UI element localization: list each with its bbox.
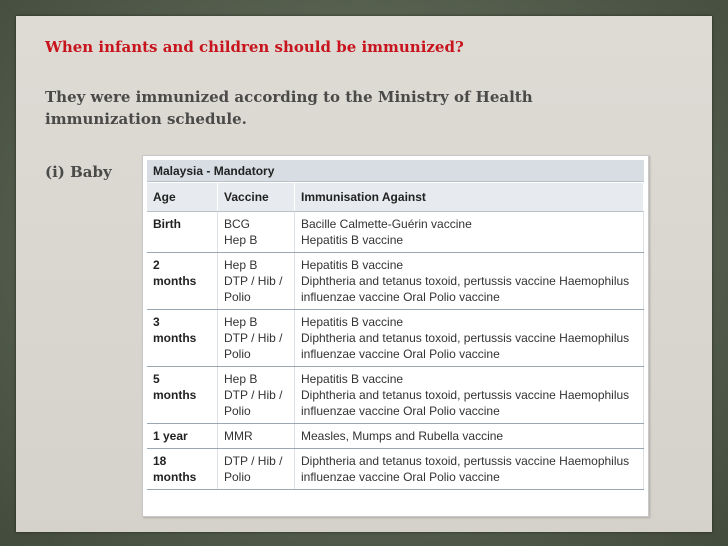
cell-immunisation (295, 449, 644, 490)
immunisation-line: influenzae vaccine Oral Polio vaccine (301, 290, 500, 304)
table-row (147, 424, 644, 449)
age-text: 3 months (153, 315, 197, 345)
immunisation-line: Hepatitis B vaccine (301, 372, 404, 386)
slide-title: When infants and children should be immunized? (45, 38, 464, 56)
immunisation-line: influenzae vaccine Oral Polio vaccine (301, 404, 500, 418)
schedule-table (147, 183, 644, 490)
cell-immunisation (295, 367, 644, 424)
table-caption: Malaysia - Mandatory (147, 160, 644, 182)
schedule-table-image (142, 155, 649, 517)
immunisation-line: Diphtheria and tetanus toxoid, pertussis vaccine Haemophilus (301, 388, 630, 402)
header-vaccine: Vaccine (218, 183, 295, 212)
age-text: Birth (153, 217, 181, 231)
vaccine-line: BCG (224, 217, 251, 231)
vaccine-line: Hep B (224, 258, 258, 272)
cell-age (147, 212, 218, 253)
cell-age (147, 253, 218, 310)
cell-age (147, 367, 218, 424)
table-row (147, 449, 644, 490)
immunisation-line: Diphtheria and tetanus toxoid, pertussis vaccine Haemophilus (301, 454, 630, 468)
immunisation-line: Bacille Calmette-Guérin vaccine (301, 217, 472, 231)
cell-vaccine (218, 449, 295, 490)
age-text: 5 months (153, 372, 197, 402)
cell-age (147, 449, 218, 490)
age-text: 18 months (153, 454, 197, 484)
cell-immunisation (295, 253, 644, 310)
cell-vaccine (218, 253, 295, 310)
vaccine-line: Polio (224, 404, 251, 418)
cell-immunisation (295, 310, 644, 367)
cell-vaccine (218, 367, 295, 424)
vaccine-line: Hep B (224, 372, 258, 386)
immunisation-line: influenzae vaccine Oral Polio vaccine (301, 470, 500, 484)
immunisation-line: Hepatitis B vaccine (301, 258, 404, 272)
age-text: 2 months (153, 258, 197, 288)
immunisation-line: Hepatitis B vaccine (301, 315, 404, 329)
cell-vaccine (218, 212, 295, 253)
vaccine-line: DTP / Hib / (224, 388, 283, 402)
header-immunisation: Immunisation Against (295, 183, 644, 212)
vaccine-line: Polio (224, 290, 251, 304)
immunisation-line: Hepatitis B vaccine (301, 233, 404, 247)
immunisation-line: Measles, Mumps and Rubella vaccine (301, 429, 504, 443)
cell-age (147, 310, 218, 367)
table-row (147, 367, 644, 424)
section-label: (i) Baby (45, 163, 112, 181)
cell-vaccine (218, 424, 295, 449)
age-text: 1 year (153, 429, 188, 443)
table-row (147, 253, 644, 310)
immunisation-line: Diphtheria and tetanus toxoid, pertussis vaccine Haemophilus (301, 274, 630, 288)
vaccine-line: DTP / Hib / (224, 331, 283, 345)
immunisation-line: Diphtheria and tetanus toxoid, pertussis vaccine Haemophilus (301, 331, 630, 345)
vaccine-line: MMR (224, 429, 253, 443)
table-row (147, 310, 644, 367)
cell-immunisation (295, 212, 644, 253)
table-header-row (147, 183, 644, 212)
vaccine-line: Polio (224, 470, 251, 484)
table-row (147, 212, 644, 253)
immunisation-line: influenzae vaccine Oral Polio vaccine (301, 347, 500, 361)
cell-age (147, 424, 218, 449)
vaccine-line: Hep B (224, 315, 258, 329)
cell-vaccine (218, 310, 295, 367)
slide-body: They were immunized according to the Ministry of Health immunization schedule. (45, 88, 533, 128)
vaccine-line: Hep B (224, 233, 258, 247)
vaccine-line: DTP / Hib / (224, 274, 283, 288)
header-age: Age (147, 183, 218, 212)
table-body (147, 212, 644, 490)
vaccine-line: DTP / Hib / (224, 454, 283, 468)
cell-immunisation (295, 424, 644, 449)
vaccine-line: Polio (224, 347, 251, 361)
